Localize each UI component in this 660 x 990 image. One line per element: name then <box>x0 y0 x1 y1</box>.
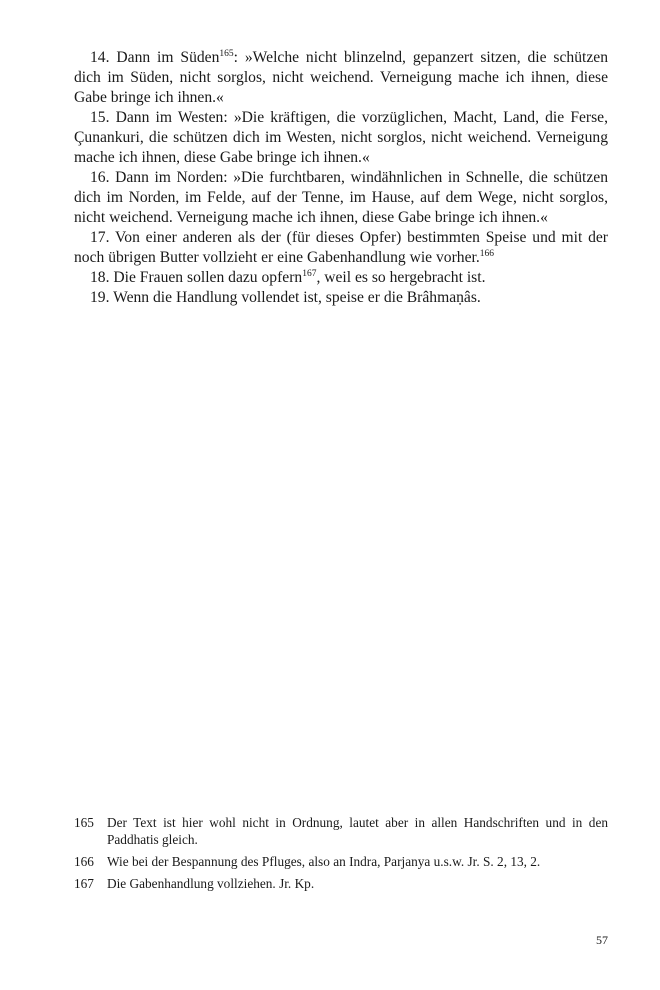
paragraph-19: 19. Wenn die Handlung vollendet ist, speise er die Brâhmaṇâs. <box>90 289 481 306</box>
paragraph-15: 15. Dann im Westen: »Die kräftigen, die vorzüglichen, Macht, Land, die Ferse, Çunankuri, die schützen dich im Westen, nicht sorglos, nicht weichend. Verneigung mache ich ihnen, diese Gabe bringe ich ihnen.« <box>74 109 608 166</box>
main-text <box>74 48 608 308</box>
footnote-text: Wie bei der Bespannung des Pfluges, also an Indra, Parjanya u.s.w. Jr. S. 2, 13, 2. <box>107 854 541 869</box>
paragraph-14: 14. Dann im Süden$^{165}$: »Welche nicht blinzelnd, gepanzert sitzen, die schützen dich im Süden, nicht sorglos, nicht weichend. Verneigung mache ich ihnen, diese Gabe bringe ich ihnen.« <box>74 49 608 106</box>
footnote <box>74 875 608 892</box>
paragraph-18: 18. Die Frauen sollen dazu opfern$^{167}$, weil es so hergebracht ist. <box>90 269 486 286</box>
footnote-text: Der Text ist hier wohl nicht in Ordnung, lautet aber in allen Handschriften und in den Paddhatis gleich. <box>107 815 608 847</box>
footnote-text: Die Gabenhandlung vollziehen. Jr. Kp. <box>107 876 315 891</box>
footnote-ref-167[interactable]: 167 <box>302 269 317 279</box>
footnote-number: 167 <box>74 876 94 891</box>
footnote-number: 166 <box>74 854 94 869</box>
paragraph-16: 16. Dann im Norden: »Die furchtbaren, windähnlichen in Schnelle, die schützen dich im Norden, im Felde, auf der Tenne, im Hause, auf dem Wege, nicht sorglos, nicht weichend. Verneigung mache ich ihnen, diese Gabe bringe ich ihnen.« <box>74 169 608 226</box>
footnote <box>74 853 608 870</box>
page-number: 57 <box>596 933 608 947</box>
footnotes <box>74 814 608 897</box>
footnote-ref-166[interactable]: 166 <box>479 249 494 259</box>
paragraph-17: 17. Von einer anderen als der (für dieses Opfer) bestimmten Speise und mit der noch übrigen Butter vollzieht er eine Gabenhandlung wie vorher.$^{166}$ <box>74 229 608 266</box>
footnote-ref-165[interactable]: 165 <box>219 49 234 59</box>
footnote-number: 165 <box>74 815 94 830</box>
footnote <box>74 814 608 848</box>
